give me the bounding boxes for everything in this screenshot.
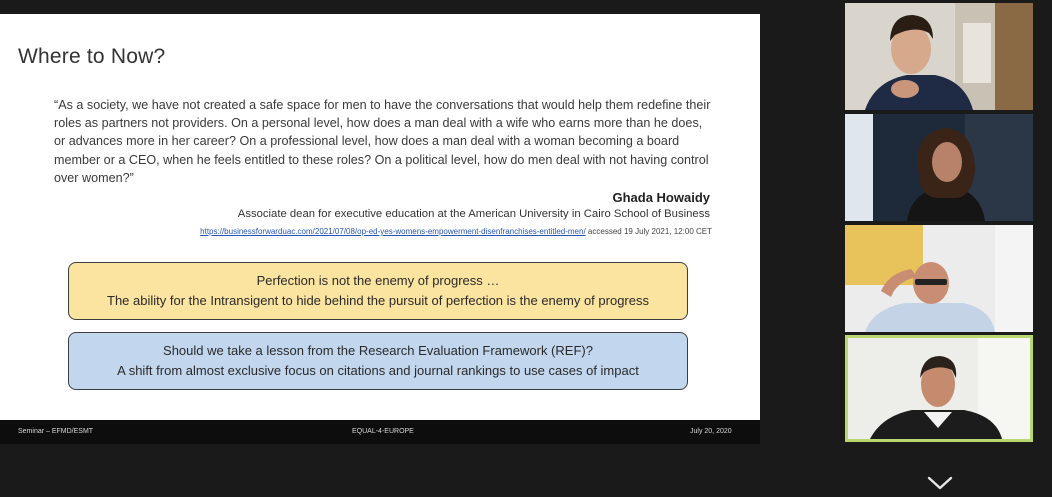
participant-video-2[interactable] [845, 114, 1033, 221]
quote-author: Ghada Howaidy [612, 190, 710, 205]
participant-video-3[interactable] [845, 225, 1033, 332]
slide-footer [0, 420, 760, 444]
perfection-box [68, 262, 688, 320]
perfection-box-line-1: Perfection is not the enemy of progress … [256, 273, 500, 288]
participant-video-1[interactable] [845, 3, 1033, 110]
source-accessed: accessed 19 July 2021, 12:00 CET [587, 227, 712, 236]
ref-box-line-1: Should we take a lesson from the Research Evaluation Framework (REF)? [163, 343, 593, 358]
source-link[interactable]: https://businessforwarduac.com/2021/07/08/op-ed-yes-womens-empowerment-disenfranchises-entitled-men/ [200, 227, 586, 236]
footer-left: Seminar – EFMD/ESMT [18, 428, 94, 435]
source-citation [200, 227, 712, 236]
perfection-box-line-2: The ability for the Intransigent to hide behind the pursuit of perfection is the enemy of progress [107, 293, 649, 308]
participant-video-4[interactable] [845, 335, 1033, 442]
chevron-down-icon[interactable] [927, 476, 953, 490]
author-role: Associate dean for executive education at the American University in Cairo School of Business [237, 208, 710, 220]
ref-box-line-2: A shift from almost exclusive focus on citations and journal rankings to use cases of impact [117, 363, 639, 378]
footer-center: EQUAL-4-EUROPE [352, 428, 414, 435]
shared-screen-slide [0, 14, 760, 420]
footer-right: July 20, 2020 [690, 428, 732, 435]
quote-text: “As a society, we have not created a safe space for men to have the conversations that would help them redefine their roles as partners not providers. On a personal level, how does a man deal with a wife who earns more than he does, or advances more in her career? On a professional level, how does a man deal with a woman becoming a board member or a CEO, when he feels entitled to these roles? On a political level, how do men deal with not having control over women?” [54, 98, 711, 185]
ref-box [68, 332, 688, 390]
slide-title: Where to Now? [18, 45, 166, 68]
